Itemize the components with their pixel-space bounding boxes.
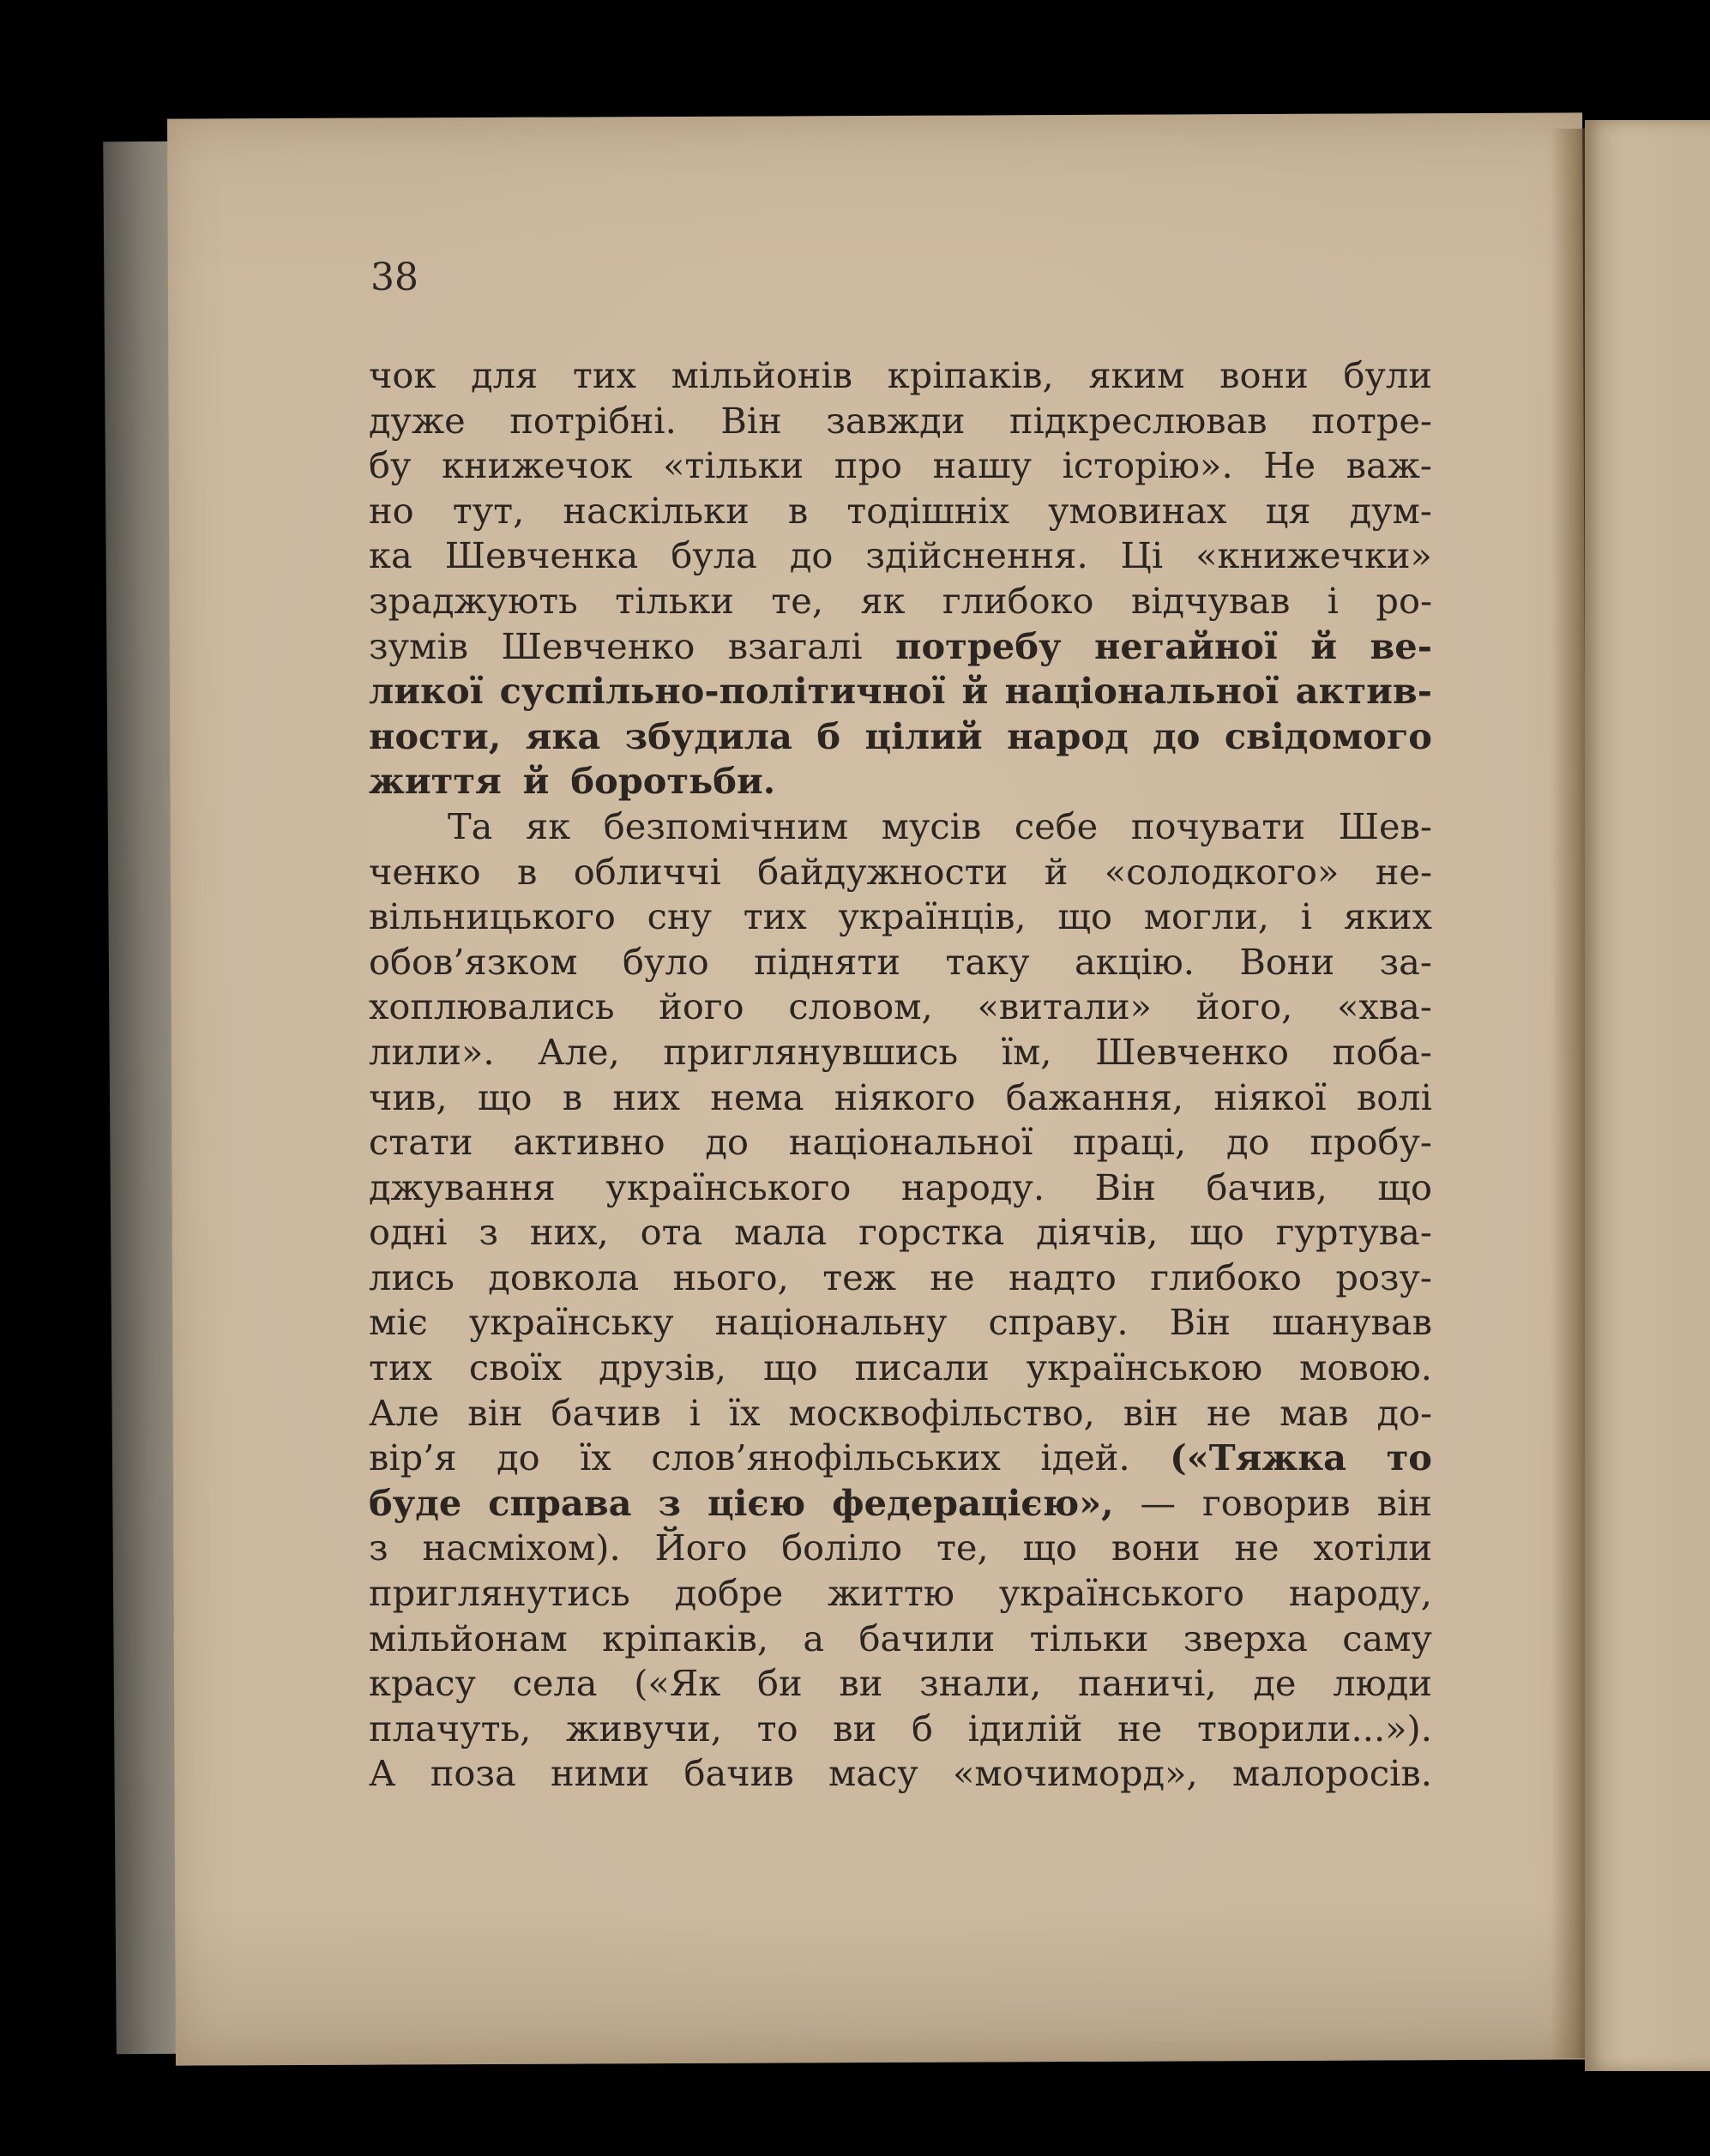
word: обов’язком xyxy=(369,940,578,983)
word: негайної xyxy=(1094,624,1278,667)
text-line xyxy=(369,624,1432,670)
word: Шевченка xyxy=(444,534,639,577)
word: бачив, xyxy=(1206,1165,1328,1208)
word: лись xyxy=(369,1256,455,1298)
word: кріпаків, xyxy=(602,1617,769,1659)
word: Та xyxy=(448,804,493,847)
word: діячів, xyxy=(1036,1211,1159,1254)
word: зумів xyxy=(369,624,468,667)
word: вільницького xyxy=(369,895,616,938)
word: яких xyxy=(1343,895,1432,938)
word: не xyxy=(1234,1527,1279,1569)
word: були xyxy=(1343,354,1432,396)
word: «солодкого» xyxy=(1104,850,1340,893)
text-line xyxy=(369,1661,1432,1707)
word: в xyxy=(516,850,538,893)
word: Але xyxy=(369,1391,440,1434)
word: активно xyxy=(513,1121,665,1164)
word: насміхом). xyxy=(422,1527,621,1569)
word: «тільки xyxy=(662,444,804,487)
word: національної xyxy=(1004,670,1279,713)
word: теж xyxy=(822,1256,896,1298)
word: здійснення. xyxy=(865,534,1088,577)
word: Шевченко xyxy=(1095,1030,1289,1073)
word: нашу xyxy=(932,444,1033,487)
word: безпомічним xyxy=(603,804,849,847)
word: тих xyxy=(743,895,807,938)
word: ности, xyxy=(369,714,502,757)
word: тих xyxy=(572,354,636,396)
word: нього, xyxy=(672,1256,789,1298)
word: села xyxy=(512,1662,598,1705)
word: ота xyxy=(640,1211,703,1254)
word: життя xyxy=(369,760,502,803)
word: поба- xyxy=(1332,1030,1432,1073)
word: то xyxy=(1386,1436,1432,1479)
word: що xyxy=(1377,1165,1432,1208)
word: тодішніх xyxy=(846,489,1009,532)
word: їх xyxy=(580,1436,611,1479)
word: з xyxy=(479,1211,498,1254)
word: що xyxy=(1189,1211,1244,1254)
text-line xyxy=(369,1030,1432,1075)
text-line xyxy=(369,1256,1432,1301)
word: не xyxy=(1206,1391,1252,1434)
text-line xyxy=(369,1120,1432,1165)
word: саму xyxy=(1342,1617,1432,1659)
word: бачив xyxy=(683,1752,794,1795)
word: їм, xyxy=(1001,1030,1052,1073)
word: но xyxy=(369,489,414,532)
word: було xyxy=(622,940,709,983)
word: в xyxy=(562,1075,583,1118)
word: й xyxy=(522,760,550,803)
word: глибоко xyxy=(942,579,1094,622)
word: а xyxy=(803,1617,825,1659)
word: до xyxy=(1226,1121,1270,1164)
word: волі xyxy=(1356,1075,1432,1118)
text-line xyxy=(369,850,1432,895)
word: як xyxy=(526,804,571,847)
word: боротьби. xyxy=(570,760,776,803)
word: про xyxy=(834,444,902,487)
text-line xyxy=(369,1165,1432,1211)
word: А xyxy=(369,1752,396,1795)
word: народу, xyxy=(1288,1572,1432,1615)
word: до- xyxy=(1376,1391,1432,1434)
word: мав xyxy=(1279,1391,1349,1434)
word: ніякої xyxy=(1213,1075,1327,1118)
text-line xyxy=(369,579,1432,624)
word: красу xyxy=(369,1662,476,1705)
word: люди xyxy=(1333,1662,1432,1705)
word: шанував xyxy=(1272,1301,1432,1344)
word: тільки xyxy=(1029,1617,1149,1659)
word: ве- xyxy=(1370,624,1432,667)
word: ченко xyxy=(369,850,481,893)
word: Вони xyxy=(1239,940,1335,983)
word: говорив xyxy=(1202,1481,1351,1524)
word: обличчі xyxy=(573,850,721,893)
word: ка xyxy=(369,534,412,577)
text-line xyxy=(369,759,1432,804)
word: українців, xyxy=(838,895,1027,938)
word: вони xyxy=(1111,1527,1201,1569)
word: ідилій xyxy=(967,1707,1083,1749)
word: — xyxy=(1140,1481,1177,1524)
word: вони xyxy=(1219,354,1309,396)
word: не xyxy=(930,1256,975,1298)
word: до xyxy=(705,1121,749,1164)
word: ніякого xyxy=(834,1075,976,1118)
word: зраджують xyxy=(369,579,578,622)
word: і xyxy=(1300,895,1313,938)
text-line xyxy=(369,804,1432,850)
word: розу- xyxy=(1335,1256,1432,1298)
word: бажання, xyxy=(1005,1075,1184,1118)
word: лили». xyxy=(369,1030,495,1073)
word: з xyxy=(658,1481,681,1524)
word: москвофільство, xyxy=(788,1391,1095,1434)
word: приглянувшись xyxy=(663,1030,959,1073)
word: малоросів. xyxy=(1231,1752,1432,1795)
word: то xyxy=(756,1707,798,1749)
word: Але, xyxy=(538,1030,620,1073)
word: ними xyxy=(551,1752,650,1795)
word: ви xyxy=(833,1707,877,1749)
word: сну xyxy=(647,895,712,938)
word: до xyxy=(1153,714,1201,757)
body-text xyxy=(369,353,1432,1797)
page-number: 38 xyxy=(370,256,418,299)
word: свідомого xyxy=(1224,714,1432,757)
word: важ- xyxy=(1346,444,1432,487)
word: Його xyxy=(654,1527,748,1569)
text-line xyxy=(369,1526,1432,1571)
text-line xyxy=(369,1075,1432,1121)
text-line xyxy=(369,489,1432,534)
word: Шевченко xyxy=(501,624,695,667)
word: ця xyxy=(1265,489,1311,532)
word: книжечок xyxy=(442,444,633,487)
word: міє xyxy=(369,1301,428,1344)
word: до xyxy=(497,1436,540,1479)
word: своїх xyxy=(468,1346,563,1389)
word: Він xyxy=(1169,1301,1231,1344)
word: «книжечки» xyxy=(1195,534,1432,577)
text-line xyxy=(369,1391,1432,1436)
word: ро- xyxy=(1376,579,1432,622)
word: мусів xyxy=(881,804,982,847)
word: тільки xyxy=(615,579,734,622)
text-line xyxy=(369,1436,1432,1481)
word: («Тяжка xyxy=(1170,1436,1347,1479)
word: він xyxy=(1123,1391,1178,1434)
word: гуртува- xyxy=(1275,1211,1432,1254)
word: живучи, xyxy=(566,1707,722,1749)
text-line xyxy=(369,443,1432,489)
word: пробу- xyxy=(1310,1121,1432,1164)
text-line xyxy=(369,714,1432,760)
text-line xyxy=(369,669,1432,714)
text-line xyxy=(369,533,1432,579)
word: «витали» xyxy=(977,985,1152,1028)
word: завжди xyxy=(826,399,966,442)
word: глибоко xyxy=(1150,1256,1302,1298)
word: хотіли xyxy=(1313,1527,1432,1569)
word: зверха xyxy=(1183,1617,1308,1659)
word: джування xyxy=(369,1165,556,1208)
word: дуже xyxy=(369,399,466,442)
word: національної xyxy=(788,1121,1033,1164)
word: відчував xyxy=(1130,579,1291,622)
word: справа xyxy=(488,1481,632,1524)
word: таку xyxy=(945,940,1030,983)
word: була xyxy=(671,534,757,577)
word: справу. xyxy=(988,1301,1129,1344)
text-line xyxy=(369,1346,1432,1391)
word: буде xyxy=(369,1481,462,1524)
word: потрібні. xyxy=(509,399,677,442)
text-line xyxy=(369,399,1432,444)
word: («Як xyxy=(634,1662,721,1705)
word: надто xyxy=(1008,1256,1117,1298)
word: підкреслював xyxy=(1009,399,1267,442)
word: що xyxy=(1057,895,1112,938)
word: словом, xyxy=(788,985,933,1028)
word: що xyxy=(1022,1527,1078,1569)
text-line xyxy=(369,1300,1432,1346)
word: і xyxy=(1327,579,1340,622)
word: мільйонів xyxy=(671,354,853,396)
word: наскільки xyxy=(563,489,750,532)
word: яким xyxy=(1088,354,1185,396)
text-line xyxy=(369,940,1432,985)
word: слов’янофільських xyxy=(651,1436,1001,1479)
word: одні xyxy=(369,1211,448,1254)
word: федерацією», xyxy=(832,1481,1114,1524)
word: поза xyxy=(430,1752,516,1795)
word: не- xyxy=(1375,850,1432,893)
word: він xyxy=(1376,1481,1432,1524)
word: те, xyxy=(771,579,824,622)
word: збудила xyxy=(624,714,792,757)
word: його, xyxy=(1195,985,1293,1028)
word: суспільно-політичної xyxy=(499,670,946,713)
word: підняти xyxy=(754,940,901,983)
word: могли, xyxy=(1143,895,1269,938)
word: друзів, xyxy=(599,1346,727,1389)
word: тут, xyxy=(452,489,525,532)
text-line xyxy=(369,1707,1432,1752)
word: байдужности xyxy=(757,850,1009,893)
word: взагалі xyxy=(727,624,863,667)
text-line xyxy=(369,1571,1432,1617)
word: горстка xyxy=(858,1211,1005,1254)
word: за- xyxy=(1379,940,1432,983)
word: народу. xyxy=(900,1165,1045,1208)
word: би xyxy=(756,1662,803,1705)
word: себе xyxy=(1014,804,1099,847)
word: почувати xyxy=(1130,804,1306,847)
word: потребу xyxy=(895,624,1062,667)
word: те, xyxy=(936,1527,989,1569)
word: приглянутись xyxy=(369,1572,630,1615)
word: до xyxy=(789,534,834,577)
word: ликої xyxy=(369,670,484,713)
word: ви xyxy=(839,1662,883,1705)
word: що xyxy=(477,1075,533,1118)
word: Він xyxy=(720,399,782,442)
word: паничі, xyxy=(1078,1662,1217,1705)
word: цілий xyxy=(864,714,983,757)
word: добре xyxy=(674,1572,784,1615)
word: ідей. xyxy=(1040,1436,1130,1479)
word: мала xyxy=(734,1211,828,1254)
word: умовинах xyxy=(1048,489,1227,532)
word: й xyxy=(961,670,989,713)
word: українську xyxy=(468,1301,674,1344)
word: вір’я xyxy=(369,1436,457,1479)
text-line xyxy=(369,1751,1432,1797)
word: праці, xyxy=(1073,1121,1187,1164)
word: потре- xyxy=(1311,399,1432,442)
word: чок xyxy=(369,354,437,396)
word: чив, xyxy=(369,1075,448,1118)
word: українського xyxy=(605,1165,852,1208)
word: довкола xyxy=(488,1256,640,1298)
word: мільйонам xyxy=(369,1617,568,1659)
word: писали xyxy=(854,1346,990,1389)
word: національну xyxy=(714,1301,948,1344)
text-line xyxy=(369,985,1432,1030)
word: бачив xyxy=(551,1391,661,1434)
word: масу xyxy=(828,1752,918,1795)
word: Ці xyxy=(1120,534,1164,577)
word: творили...»). xyxy=(1197,1707,1432,1749)
word: бачили xyxy=(858,1617,996,1659)
word: б xyxy=(816,714,841,757)
word: актив- xyxy=(1295,670,1432,713)
word: тих xyxy=(369,1346,433,1389)
text-line xyxy=(369,353,1432,399)
word: для xyxy=(471,354,539,396)
word: бу xyxy=(369,444,412,487)
word: акцію. xyxy=(1074,940,1195,983)
word: його xyxy=(659,985,744,1028)
word: з xyxy=(369,1527,388,1569)
word: б xyxy=(911,1707,933,1749)
word: життю xyxy=(828,1572,955,1615)
word: Він xyxy=(1094,1165,1156,1208)
word: що xyxy=(762,1346,818,1389)
word: він xyxy=(467,1391,523,1434)
word: Не xyxy=(1263,444,1316,487)
word: українською xyxy=(1026,1346,1263,1389)
word: українського xyxy=(998,1572,1244,1615)
word: Шев- xyxy=(1338,804,1432,847)
word: кріпаків, xyxy=(887,354,1054,396)
text-line xyxy=(369,1617,1432,1662)
word: народ xyxy=(1007,714,1129,757)
word: історію». xyxy=(1062,444,1233,487)
word: дум- xyxy=(1349,489,1432,532)
word: нема xyxy=(710,1075,804,1118)
word: і xyxy=(689,1391,701,1434)
word: їх xyxy=(728,1391,761,1434)
text-line xyxy=(369,894,1432,940)
word: яка xyxy=(525,714,601,757)
word: де xyxy=(1253,1662,1297,1705)
word: «мочиморд», xyxy=(952,1752,1198,1795)
word: й xyxy=(1044,850,1069,893)
word: «хва- xyxy=(1337,985,1432,1028)
word: як xyxy=(860,579,906,622)
facing-page-edge xyxy=(1585,120,1710,2071)
word: не xyxy=(1117,1707,1163,1749)
word: хоплювались xyxy=(369,985,615,1028)
word: в xyxy=(787,489,809,532)
text-line xyxy=(369,1481,1432,1527)
word: боліло xyxy=(781,1527,903,1569)
word: стати xyxy=(369,1121,473,1164)
text-line xyxy=(369,1210,1432,1256)
word: них, xyxy=(529,1211,609,1254)
word: й xyxy=(1310,624,1337,667)
word: цією xyxy=(707,1481,806,1524)
word: знали, xyxy=(919,1662,1042,1705)
word: плачуть, xyxy=(369,1707,532,1749)
word: мовою. xyxy=(1299,1346,1432,1389)
word: них xyxy=(612,1075,681,1118)
